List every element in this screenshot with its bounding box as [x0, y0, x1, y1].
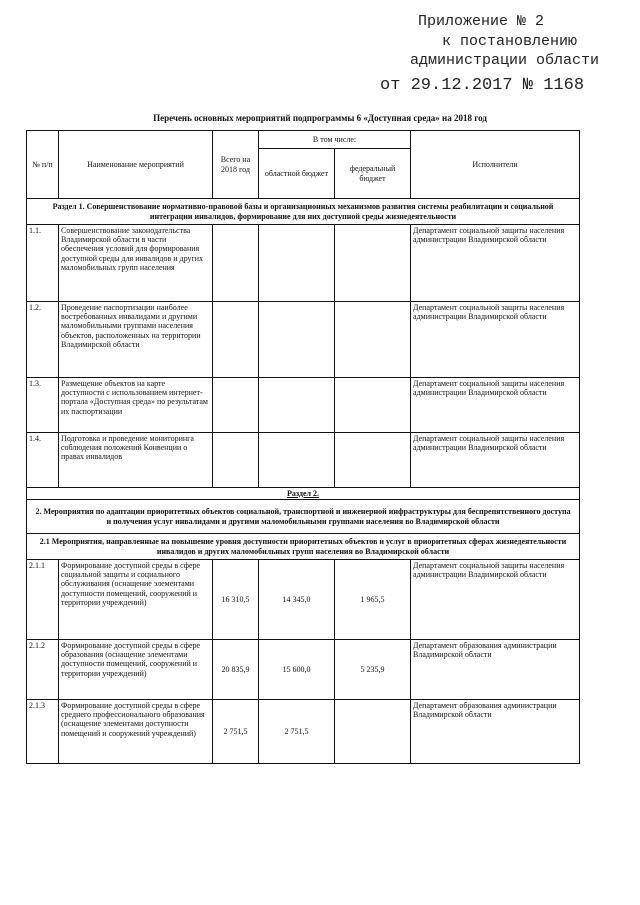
row-regional-budget	[259, 302, 335, 378]
section-1-title: Раздел 1. Совершенствование нормативно-правовой базы и организационных механизмов развития системы реабилитации и социальной интеграции инвалидов, формирование для них доступной среды жизнедеятельности	[27, 199, 580, 225]
row-number: 1.2.	[27, 302, 59, 378]
row-total	[213, 225, 259, 302]
row-executor: Департамент образования администрации Владимирской области	[411, 640, 580, 700]
row-federal-budget	[335, 302, 411, 378]
section-2-title: 2. Мероприятия по адаптации приоритетных объектов социальной, транспортной и инженерной инфраструктуры для беспрепятственного доступа и получения услуг инвалидами и другими маломобильными группами населения во Владимирской области	[27, 500, 580, 534]
resolution-ref: к постановлению	[442, 33, 578, 50]
row-total	[213, 302, 259, 378]
row-executor: Департамент социальной защиты населения администрации Владимирской области	[411, 225, 580, 302]
row-federal-budget: 5 235,9	[335, 640, 411, 700]
row-executor: Департамент образования администрации Владимирской области	[411, 700, 580, 764]
resolution-date-number: от 29.12.2017 № 1168	[380, 76, 585, 95]
row-number: 2.1.2	[27, 640, 59, 700]
col-num-header: № п/п	[27, 131, 59, 199]
table-row	[27, 378, 580, 433]
table-row	[27, 225, 580, 302]
row-federal-budget	[335, 700, 411, 764]
row-regional-budget: 2 751,5	[259, 700, 335, 764]
row-total: 16 310,5	[213, 560, 259, 640]
row-executor: Департамент социальной защиты населения администрации Владимирской области	[411, 433, 580, 488]
col-name-header: Наименование мероприятий	[59, 131, 213, 199]
section-row	[27, 534, 580, 560]
row-total: 20 835,9	[213, 640, 259, 700]
administration-ref: администрации области	[410, 52, 600, 69]
table-row	[27, 433, 580, 488]
col-executors-header: Исполнители	[411, 131, 580, 199]
row-measure-name: Формирование доступной среды в сфере среднего профессионального образования (оснащение элементами доступности помещений и сооружений учреждений)	[59, 700, 213, 764]
section-row	[27, 500, 580, 534]
row-federal-budget	[335, 225, 411, 302]
subsection-2-1-title: 2.1 Мероприятия, направленные на повышение уровня доступности приоритетных объектов и услуг в приоритетных сферах жизнедеятельности инвалидов и других маломобильных групп населения во Владимирской области	[27, 534, 580, 560]
row-regional-budget: 14 345,0	[259, 560, 335, 640]
row-executor: Департамент социальной защиты населения администрации Владимирской области	[411, 302, 580, 378]
section-row	[27, 488, 580, 500]
row-regional-budget	[259, 378, 335, 433]
section-2-label: Раздел 2.	[27, 488, 580, 500]
row-measure-name: Проведение паспортизации наиболее востребованных инвалидами и другими маломобильными группами населения объектов, расположенных на территории Владимирской области	[59, 302, 213, 378]
row-regional-budget: 15 600,0	[259, 640, 335, 700]
row-measure-name: Формирование доступной среды в сфере социальной защиты и социального обслуживания (оснащение элементами доступности помещений, сооружений и территории учреждений)	[59, 560, 213, 640]
row-total	[213, 433, 259, 488]
row-number: 2.1.3	[27, 700, 59, 764]
row-number: 1.3.	[27, 378, 59, 433]
row-measure-name: Совершенствование законодательства Владимирской области в части обеспечения условий для формирования доступной среды для инвалидов и других маломобильных групп населения	[59, 225, 213, 302]
row-regional-budget	[259, 225, 335, 302]
col-total-header: Всего на 2018 год	[213, 131, 259, 199]
row-federal-budget	[335, 378, 411, 433]
row-number: 2.1.1	[27, 560, 59, 640]
row-regional-budget	[259, 433, 335, 488]
row-total	[213, 378, 259, 433]
table-row	[27, 700, 580, 764]
table-row	[27, 302, 580, 378]
document-title: Перечень основных мероприятий подпрограммы 6 «Доступная среда» на 2018 год	[153, 113, 487, 123]
row-total: 2 751,5	[213, 700, 259, 764]
row-measure-name: Подготовка и проведение мониторинга соблюдения положений Конвенции о правах инвалидов	[59, 433, 213, 488]
row-executor: Департамент социальной защиты населения администрации Владимирской области	[411, 378, 580, 433]
row-number: 1.1.	[27, 225, 59, 302]
section-row	[27, 199, 580, 225]
table-header-row	[27, 131, 580, 149]
row-federal-budget	[335, 433, 411, 488]
appendix-label: Приложение № 2	[418, 13, 545, 30]
row-number: 1.4.	[27, 433, 59, 488]
row-federal-budget: 1 965,5	[335, 560, 411, 640]
measures-table	[26, 130, 580, 764]
table-row	[27, 560, 580, 640]
row-measure-name: Формирование доступной среды в сфере образования (оснащение элементами доступности помещений, сооружений и территории учреждений)	[59, 640, 213, 700]
col-federal-header: федеральный бюджет	[335, 149, 411, 199]
row-measure-name: Размещение объектов на карте доступности с использованием интернет-портала «Доступная среда» по результатам их паспортизации	[59, 378, 213, 433]
row-executor: Департамент социальной защиты населения администрации Владимирской области	[411, 560, 580, 640]
col-regional-header: областной бюджет	[259, 149, 335, 199]
col-group-header: В том числе:	[259, 131, 411, 149]
table-row	[27, 640, 580, 700]
